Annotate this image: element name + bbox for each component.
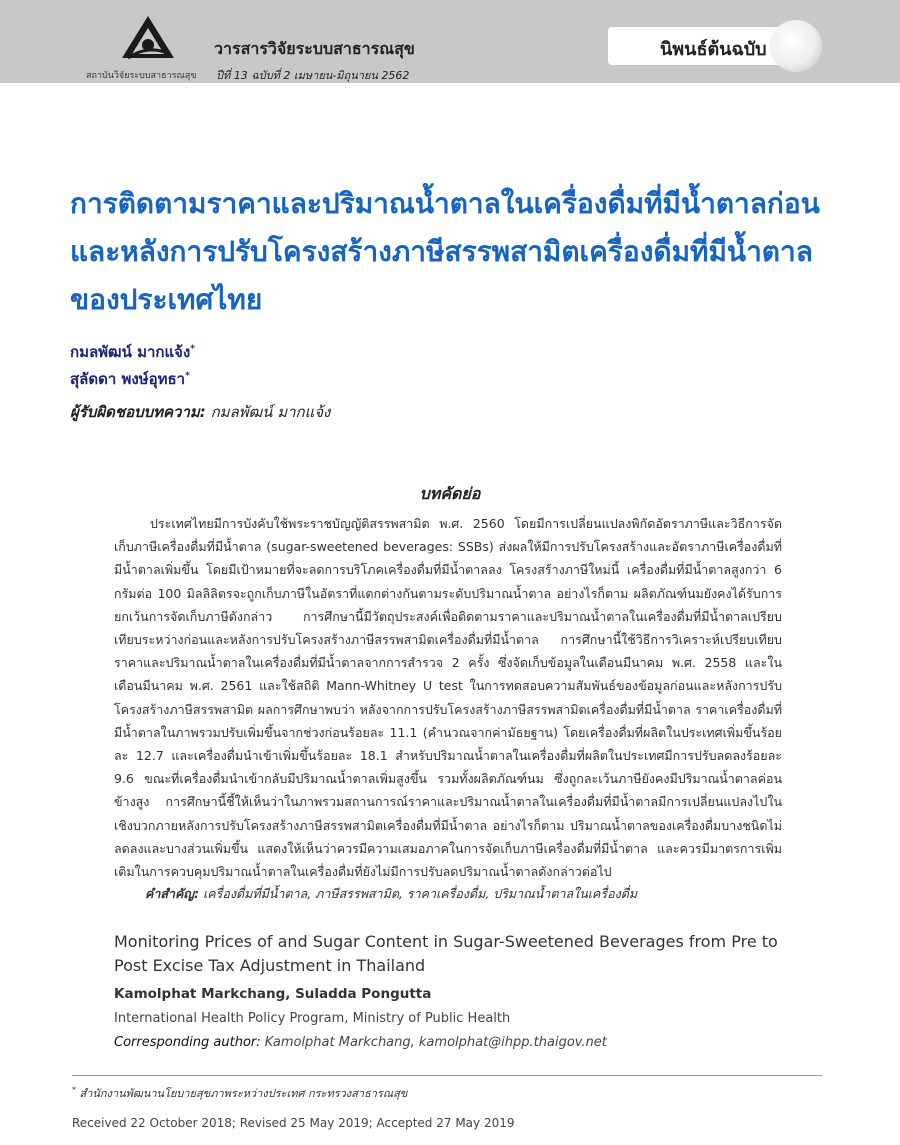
author-mark: * [190,344,195,354]
author-th [70,367,190,391]
footnote [72,1084,407,1102]
footnote-mark: * [72,1085,76,1095]
authors-en: Kamolphat Markchang, Suladda Pongutta [114,986,432,1002]
abstract-heading: บทคัดย่อ [419,484,481,503]
received-dates: Received 22 October 2018; Revised 25 May 2019; Accepted 27 May 2019 [72,1116,515,1130]
footnote-text: สำนักงานพัฒนานโยบายสุขภาพระหว่างประเทศ กระทรวงสาธารณสุข [79,1087,408,1100]
keywords-label: คำสำคัญ: [145,886,200,901]
affiliation-en: International Health Policy Program, Ministry of Public Health [114,1011,511,1026]
corresponding-author-en [114,1035,607,1050]
abstract-body-th: ประเทศไทยมีการบังคับใช้พระราชบัญญัติสรรพสามิต พ.ศ. 2560 โดยมีการเปลี่ยนแปลงพิกัดอัตราภาษีและวิธีการจัดเก็บภาษีเครื่องดื่มที่มีน้ำตาล (sugar-sweetened beverages: SSBs) ส่งผลให้มีการปรับโครงสร้างและอัตราภาษีเครื่องดื่มที่มีน้ำตาลเพิ่มขึ้น โดยมีเป้าหมายที่จะลดการบริโภคเครื่องดื่มที่มีน้ำตาลลง โครงสร้างภาษีใหม่นี้ เครื่องดื่มที่มีน้ำตาลสูงกว่า 6 กรัมต่อ 100 มิลลิลิตรจะถูกเก็บภาษีในอัตราที่แตกต่างกันตามระดับปริมาณน้ำตาล อย่างไรก็ตาม ผลิตภัณฑ์นมยังคงได้รับการยกเว้นการจัดเก็บภาษีดังกล่าว การศึกษานี้มีวัตถุประสงค์เพื่อติดตามราคาและปริมาณน้ำตาลในเครื่องดื่มที่มีน้ำตาลเปรียบเทียบระหว่างก่อนและหลังการปรับโครงสร้างภาษีสรรพสามิตเครื่องดื่มที่มีน้ำตาล การศึกษานี้ใช้วิธีการวิเคราะห์เปรียบเทียบราคาและปริมาณน้ำตาลในเครื่องดื่มที่มีน้ำตาลจากการสำรวจ 2 ครั้ง ซึ่งจัดเก็บข้อมูลในเดือนมีนาคม พ.ศ. 2558 และในเดือนมีนาคม พ.ศ. 2561 และใช้สถิติ Mann-Whitney U test ในการทดสอบความสัมพันธ์ของข้อมูลก่อนและหลังการปรับโครงสร้างภาษีสรรพสามิต ผลการศึกษาพบว่า หลังจากการปรับโครงสร้างภาษีสรรพสามิตเครื่องดื่มที่มีน้ำตาล ราคาเครื่องดื่มที่มีน้ำตาลในภาพรวมปรับเพิ่มขึ้นจากช่วงก่อนร้อยละ 11.1 (คำนวณจากค่ามัธยฐาน) โดยเครื่องดื่มที่ผลิตในประเทศเพิ่มขึ้นร้อยละ 12.7 และเครื่องดื่มนำเข้าเพิ่มขึ้นร้อยละ 18.1 สำหรับปริมาณน้ำตาลในเครื่องดื่มที่ผลิตในประเทศมีการปรับลดลงร้อยละ 9.6 ขณะที่เครื่องดื่มนำเข้ากลับมีปริมาณน้ำตาลเพิ่มสูงขึ้น รวมทั้งผลิตภัณฑ์นม ซึ่งถูกละเว้นภาษียังคงมีปริมาณน้ำตาลค่อนข้างสูง การศึกษานี้ชี้ให้เห็นว่าในภาพรวมสถานการณ์ราคาและปริมาณน้ำตาลในเครื่องดื่มที่มีน้ำตาลมีการเปลี่ยนแปลงไปในเชิงบวกภายหลังการปรับโครงสร้างภาษีสรรพสามิตเครื่องดื่มที่มีน้ำตาล อย่างไรก็ตาม ปริมาณน้ำตาลของเครื่องดื่มบางชนิดไม่ลดลงและบางส่วนเพิ่มขึ้น แสดงให้เห็นว่าควรมีความเสมอภาคในการจัดเก็บภาษีเครื่องดื่มที่มีน้ำตาล และควรมีมาตรการเพิ่มเติมในการควบคุมปริมาณน้ำตาลในเครื่องดื่มที่ยังไม่มีการปรับลดปริมาณน้ำตาลดังกล่าวต่อไป [114,516,782,880]
badge-circle-decoration [770,20,822,72]
article-title-th: การติดตามราคาและปริมาณน้ำตาลในเครื่องดื่มที่มีน้ำตาลก่อนและหลังการปรับโครงสร้างภาษีสรรพสามิตเครื่องดื่มที่มีน้ำตาลของประเทศไทย [70,187,820,316]
institute-name: สถาบันวิจัยระบบสาธารณสุข [86,71,197,81]
author-name: สุลัดดา พงษ์อุทธา [70,370,186,388]
keywords [145,884,637,904]
corresponding-label: ผู้รับผิดชอบบทความ: [70,403,206,421]
corresponding-text-en: Kamolphat Markchang, kamolphat@ihpp.thaigov.net [264,1035,607,1050]
institute-logo [118,14,178,64]
footnote-divider [72,1075,822,1076]
corresponding-name: กมลพัฒน์ มากแจ้ง [210,403,331,421]
journal-name: วารสารวิจัยระบบสาธารณสุข [214,39,415,58]
keywords-text: เครื่องดื่มที่มีน้ำตาล, ภาษีสรรพสามิต, ราคาเครื่องดื่ม, ปริมาณน้ำตาลในเครื่องดื่ม [203,886,638,901]
author-name: กมลพัฒน์ มากแจ้ง [70,343,191,361]
article-title-en: Monitoring Prices of and Sugar Content in Sugar-Sweetened Beverages from Pre to Post Excise Tax Adjustment in Thailand [114,932,778,975]
author-mark: * [185,371,190,381]
corresponding-label-en: Corresponding author: [114,1035,261,1050]
article-type-label: นิพนธ์ต้นฉบับ [660,39,767,60]
issue-info: ปีที่ 13 ฉบับที่ 2 เมษายน-มิถุนายน 2562 [216,69,410,82]
corresponding-author-th [70,400,330,424]
author-th [70,340,195,364]
